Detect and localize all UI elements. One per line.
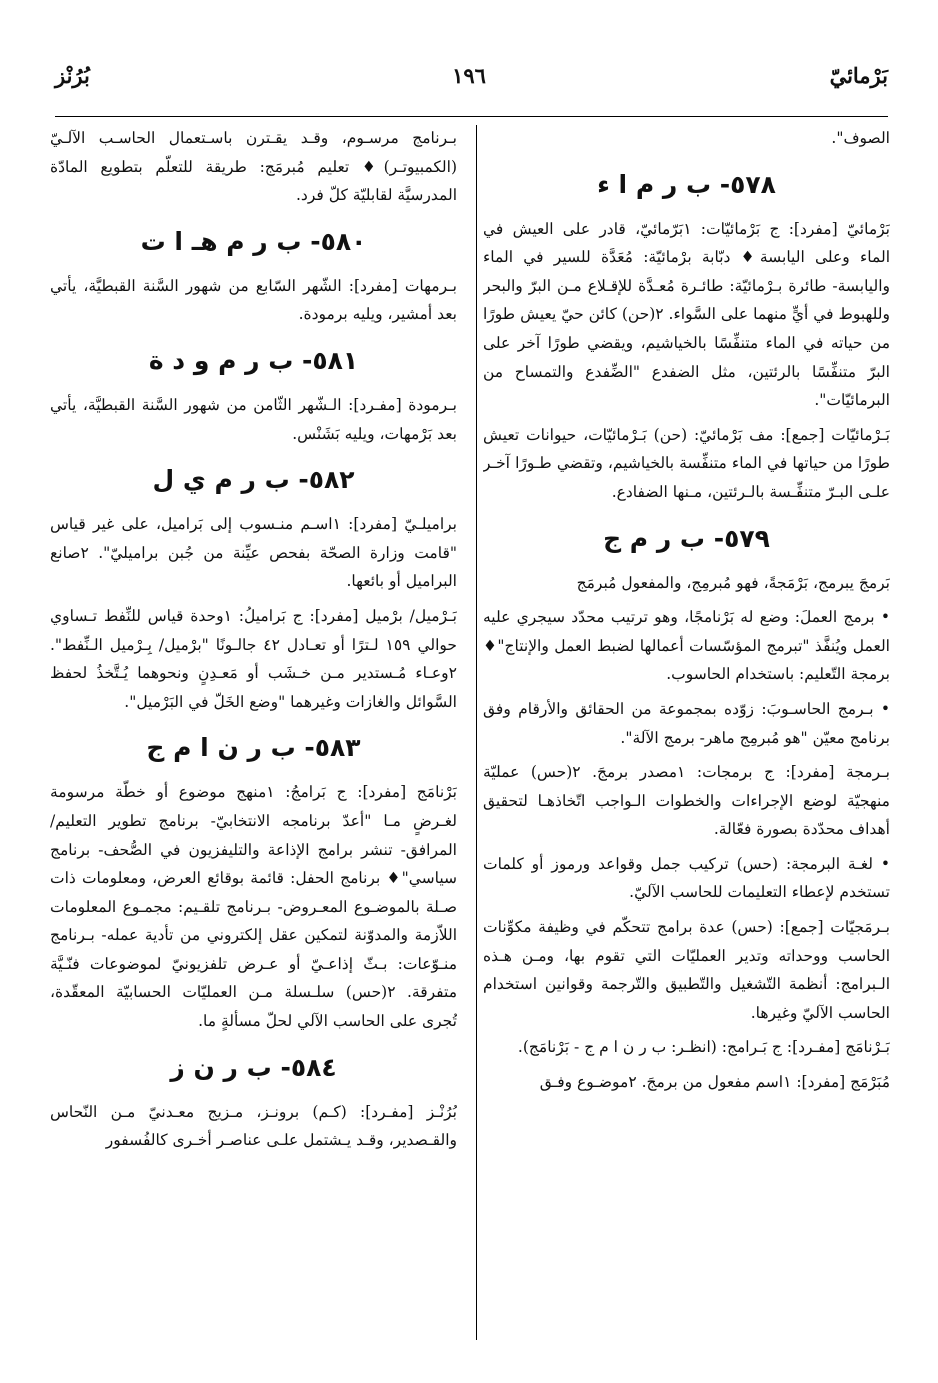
entry-barmouda: بـرمودة [مفـرد]: الـشّهر الثّامن من شهور السَّنة القبطيَّة، يأتي بعد بَرْمهات، ويليه بَشَنْس. (50, 395, 457, 443)
header-rule (55, 116, 888, 117)
root-heading-580: ٥٨٠- ب ر م هـ ا ت (140, 226, 367, 256)
entry-barmaaiyat: بَـرْمائيّات [جمع]: مف بَرْمائيّ: (حن) بَـرْمائيّات، حيوانات تعيش طورًا من حياتها في الماء متنفِّسة بالخياشيم، وتقضي طـورًا آخـر علـى البـرّ متنفِّـسة بالـرئتين، مـنها الضفادع. (483, 425, 890, 501)
root-heading-583: ٥٨٣- ب ر ن ا م ج (146, 733, 361, 763)
entry-barnamaj: بَرْنامَج [مفرد]: ج بَرامجُ: ١منهج موضوع أو خطّة مرسومة لغـرضٍ مـا "أعدّ برنامجه الانتخابيّ- برنامج تطوير التعليم/ المرافق- تنشر برامج الإذاعة والتليفزيون في الصُّحف- برنامج سياسي"♦ برنامج الحفل: قائمة بوقائع العرض، ومعلومات ذات صـلة بالموضـوع المعـروض- بـرنامج تلقـيم: مجمـوع المعلومات اللاّزمة والمدوّنة لتمكين عقل إلكتروني من تأدية عمله- بـرنامج منـوّعات: بـثّ إذاعـيّ أو عـرض تلفزيونيّ لموضوعات فنّـيَّة متفرقة. ٢(حس) سلـسلة مـن العمليّات الحسابيّة المعقّدة، تُجرى على الحاسب الآلي لحلّ مسألةٍ ما. (50, 783, 457, 1031)
entry-barmaai: بَرْمائيّ [مفرد]: ج بَرْمائيّات: ١بَرّمائيّ، قادر على العيش في الماء وعلى اليابسة♦ دبّابة برْمائيّة: مُعَدَّة للسير في الماء واليابسة- طائرة بـرْمائيّة: طائـرة مُعـدَّة للإقـلاع مـن البرّ والبحر وللهبوط في أيٍّ منهما على السَّواء. ٢(حن) كائن حيّ يعيش طورًا من حياته في الماء متنفِّسًا بالخياشيم، ويقضي طورًا آخر على البرّ متنفِّسًا بالرئتين، مثل الضفدع "الضِّفدع والتمساح من البرمائيّات". (483, 219, 890, 410)
column-divider (476, 125, 477, 1340)
root-heading-578: ٥٧٨- ب ر م ا ء (597, 169, 776, 199)
entry-barmaja-amal: • برمج العملَ: وضع له بَرْنامجًا، وهو ترتيب محدّد سيجري عليه العمل ويُنفَّذ "تبرمج المؤسّسات أعمالها لضبط العمل والإنتاج"♦ برمجة التّعليم: باستخدام الحاسوب. (483, 608, 890, 684)
root-heading-579: ٥٧٩- ب ر م ج (603, 523, 770, 553)
entry-mubarmaj: مُبَرْمَج [مفرد]: ١اسم مفعول من برمجَ. ٢موضـوع وفـق (539, 1073, 890, 1092)
entry-barmil: بَـرْميل/ برْميل [مفرد]: ج بَراميلُ: ١وحدة قياس للنِّفط تـساوي حوالي ١٥٩ لـترًا أو تعـادل ٤٢ جالـونًا "برْميل/ بِـرْميل الـنِّفط". ٢وعـاء مُـستدير مـن خـشَب أو مَعـدِنٍ ونحوهما يُـتَّخذُ لحفظ السَّوائل والغازات وغيرهما "وضع الخَلّ في البَرْميل". (50, 606, 457, 711)
page-number: ١٩٦ (452, 63, 486, 88)
entry-brunz: بُرُنْـز [مفـرد]: (كـم) برونـز، مـزيج معـدنيّ مـن النّحاس والقـصدير، وقـد يـشتمل علـى عناصـر أخـرى كالفُسفور (50, 1102, 457, 1150)
entry-barnamaj-ref: بَـرْنامَج [مفـرد]: ج بَـرامج: (انظـر: ب ر ن ا م ج - بَرْنامَج). (517, 1038, 890, 1057)
entry-baramili: براميلـيّ [مفرد]: ١اسـم منـسوب إلى بَراميل، على غير قياس "قامت وزارة الصحّة بفحص عيِّنة من جُبن براميليّ". ٢صانع البراميل أو بائعها. (50, 515, 457, 591)
entry-continuation: الصوف". (831, 129, 890, 147)
entry-continuation: بـرنامج مرسـوم، وقـد يقـترن باسـتعمال الحاسـب الآلـيّ (الكمبيوتـر)♦ تعليم مُبرمَج: طريقة للتعلّم بتطويع المادّة المدرسيَّة لقابليّة كلّ فرد. (50, 129, 457, 205)
header-guide-word-right: بَرْمائيّ (829, 63, 888, 88)
header-guide-word-left: بُرُنْز (55, 63, 90, 88)
entry-baramhat: بـرمهات [مفرد]: الشّهر السّابع من شهور السَّنة القبطيَّة، يأتي بعد أمشير، ويليه برمودة. (50, 276, 457, 324)
root-heading-581: ٥٨١- ب ر م و د ة (148, 345, 359, 375)
entry-barmaja-hasoub: • بـرمج الحاسـوبَ: زوّده بمجموعة من الحقائق والأرقام وفق برنامج معيّن "هو مُبرمِج ماهر- برمج الآلة". (483, 699, 890, 747)
entry-lughat-barmaja: • لغـة البرمجة: (حس) تركيب جمل وقواعد ورموز أو كلمات تستخدم لإعطاء التعليمات للحاسب الآليّ. (483, 854, 890, 902)
left-column (50, 124, 457, 1344)
entry-barmaja-verb: بَرمجَ يبرمج، بَرْمَجةً، فهو مُبرمِج، والمفعول مُبرمَج (576, 573, 890, 592)
entry-barmajiyat: بـرمَجيّات [جمع]: (حس) عدة برامج تتحكّم في وظيفة مكوِّنات الحاسب ووحداته وتدير العمليّات التي تقوم بها، ومـن هـذه الـبرامج: أنظمة التّشغيل والتّطبيق والتّرجمة وقوانين استخدام الحاسب الآليّ وغيرها. (483, 918, 890, 1022)
entry-barmaja: بـرمجة [مفرد]: ج برمجات: ١مصدر برمجَ. ٢(حس) عمليّة منهجيّة لوضع الإجراءات والخطوات الـواجب اتّخاذهـا لتحقيق أهداف محدّدة بصورة فعّالة. (483, 763, 890, 839)
root-heading-582: ٥٨٢- ب ر م ي ل (152, 465, 355, 495)
root-heading-584: ٥٨٤- ب ر ن ز (170, 1052, 337, 1082)
right-column (483, 124, 890, 1344)
